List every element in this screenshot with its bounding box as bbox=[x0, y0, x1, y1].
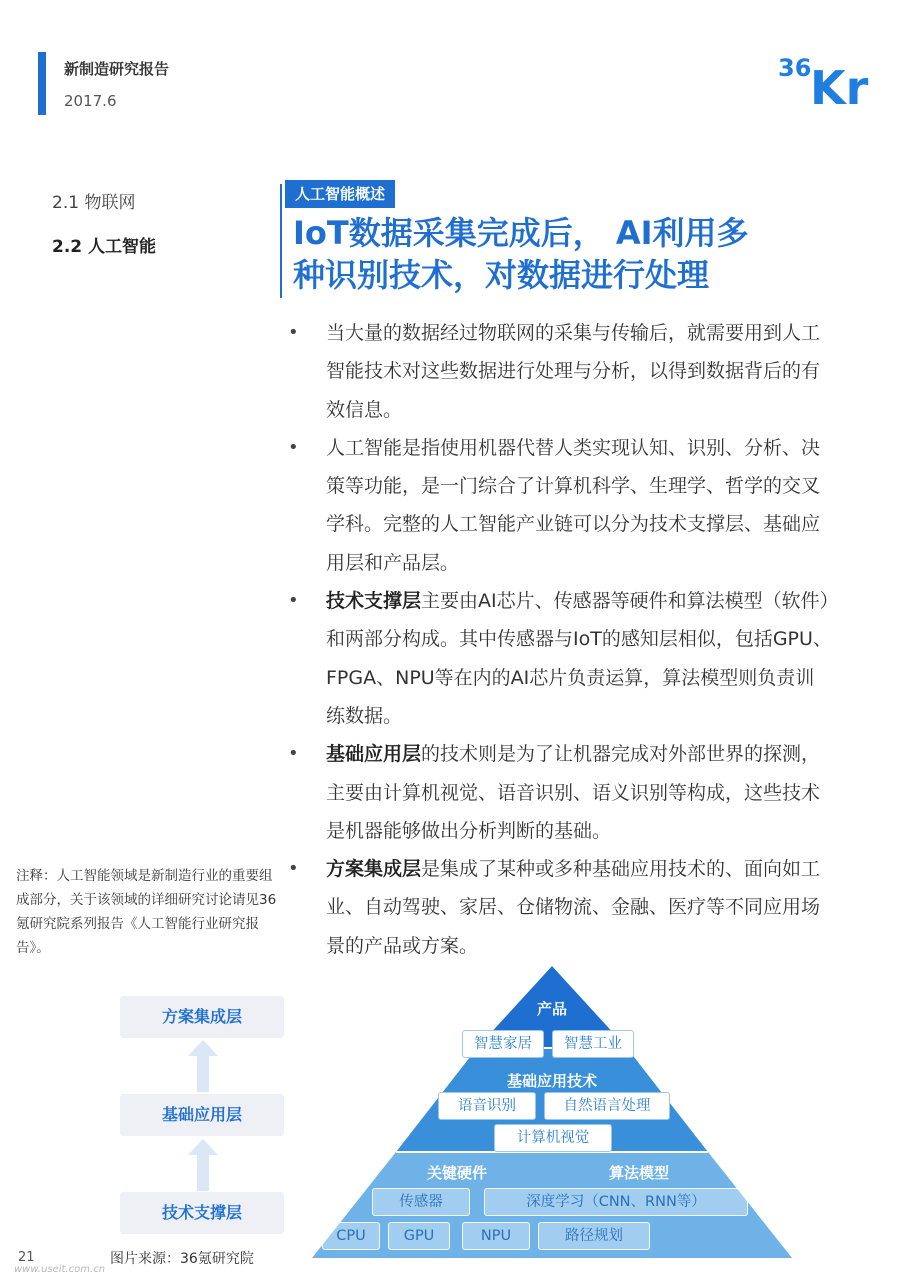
up-arrow-icon bbox=[188, 1139, 218, 1191]
36kr-logo bbox=[778, 52, 872, 108]
pill-speech-recognition: 语音识别 bbox=[438, 1092, 536, 1120]
pyramid-algorithm-title: 算法模型 bbox=[608, 1164, 669, 1182]
nav-item-ai[interactable]: 2.2 人工智能 bbox=[52, 237, 157, 257]
bullet-item bbox=[288, 429, 833, 582]
bullet-bold: 基础应用层 bbox=[326, 743, 422, 766]
pill-path-planning: 路径规划 bbox=[538, 1222, 650, 1250]
pyramid-hardware-title: 关键硬件 bbox=[426, 1164, 487, 1182]
pill-npu: NPU bbox=[462, 1222, 530, 1250]
pill-smart-home: 智慧家居 bbox=[462, 1030, 544, 1058]
report-date: 2017.6 bbox=[64, 92, 117, 110]
bullet-bold: 技术支撑层 bbox=[326, 590, 422, 613]
up-arrow-icon bbox=[188, 1040, 218, 1092]
bullet-bold: 方案集成层 bbox=[326, 858, 422, 881]
bullet-dot-icon: • bbox=[288, 858, 299, 880]
heading-accent-line bbox=[280, 184, 282, 298]
note-text: 注释：人工智能领域是新制造行业的重要组成部分，关于该领域的详细研究讨论请见36氪研究院系列报告《人工智能行业研究报告》。 bbox=[16, 868, 277, 956]
page-number: 21 bbox=[18, 1250, 35, 1265]
bullet-dot-icon: • bbox=[288, 322, 299, 343]
layer-solution: 方案集成层 bbox=[120, 996, 284, 1038]
headline-line-2: 种识别技术，对数据进行处理 bbox=[293, 256, 710, 294]
bullet-item bbox=[288, 582, 833, 735]
layer-support: 技术支撑层 bbox=[120, 1192, 284, 1234]
page-headline bbox=[293, 212, 853, 296]
bullet-dot-icon: • bbox=[288, 436, 299, 458]
header-accent-bar bbox=[38, 52, 46, 115]
bullet-text: 主要由AI芯片、传感器等硬件和算法模型（软件）和两部分构成。其中传感器与IoT的感知层相似，包括GPU、FPGA、NPU等在内的AI芯片负责运算，算法模型则负责训练数据。 bbox=[326, 590, 832, 727]
pill-sensor: 传感器 bbox=[372, 1188, 470, 1216]
pill-deep-learning: 深度学习（CNN、RNN等） bbox=[484, 1188, 748, 1216]
bullet-item bbox=[288, 735, 833, 850]
bullet-text: 是集成了某种或多种基础应用技术的、面向如工业、自动驾驶、家居、仓储物流、金融、医疗等不同应用场景的产品或方案。 bbox=[326, 858, 821, 957]
headline-line-1: IoT数据采集完成后， AI利用多 bbox=[293, 214, 749, 252]
pyramid-top-title: 产品 bbox=[536, 1000, 567, 1018]
pyramid-middle-title: 基础应用技术 bbox=[506, 1072, 597, 1090]
ai-industry-pyramid bbox=[312, 962, 792, 1262]
svg-text:36: 36 bbox=[778, 54, 812, 82]
pill-cpu: CPU bbox=[322, 1222, 380, 1250]
nav-item-iot[interactable]: 2.1 物联网 bbox=[52, 193, 136, 213]
pill-smart-industry: 智慧工业 bbox=[552, 1030, 634, 1058]
layer-application: 基础应用层 bbox=[120, 1094, 284, 1136]
section-tag: 人工智能概述 bbox=[285, 180, 395, 208]
pill-gpu: GPU bbox=[388, 1222, 450, 1250]
watermark: www.useit.com.cn bbox=[14, 1264, 106, 1275]
pill-nlp: 自然语言处理 bbox=[544, 1092, 670, 1120]
bullet-dot-icon: • bbox=[288, 743, 299, 765]
bullet-text: 当大量的数据经过物联网的采集与传输后，就需要用到人工智能技术对这些数据进行处理与分析，以得到数据背后的有效信息。 bbox=[326, 322, 821, 421]
image-source: 图片来源：36氪研究院 bbox=[110, 1251, 254, 1267]
report-title: 新制造研究报告 bbox=[64, 60, 170, 78]
bullet-text: 的技术则是为了让机器完成对外部世界的探测，主要由计算机视觉、语音识别、语义识别等构成，这些技术是机器能够做出分析判断的基础。 bbox=[326, 743, 821, 842]
bullet-item bbox=[288, 314, 833, 429]
bullet-list bbox=[288, 314, 833, 965]
bullet-text: 人工智能是指使用机器代替人类实现认知、识别、分析、决策等功能，是一门综合了计算机科学、生理学、哲学的交叉学科。完整的人工智能产业链可以分为技术支撑层、基础应用层和产品层。 bbox=[326, 436, 821, 574]
pill-computer-vision: 计算机视觉 bbox=[494, 1124, 612, 1152]
bullet-item bbox=[288, 850, 833, 965]
bullet-dot-icon: • bbox=[288, 590, 299, 612]
svg-text:Kr: Kr bbox=[810, 61, 869, 108]
